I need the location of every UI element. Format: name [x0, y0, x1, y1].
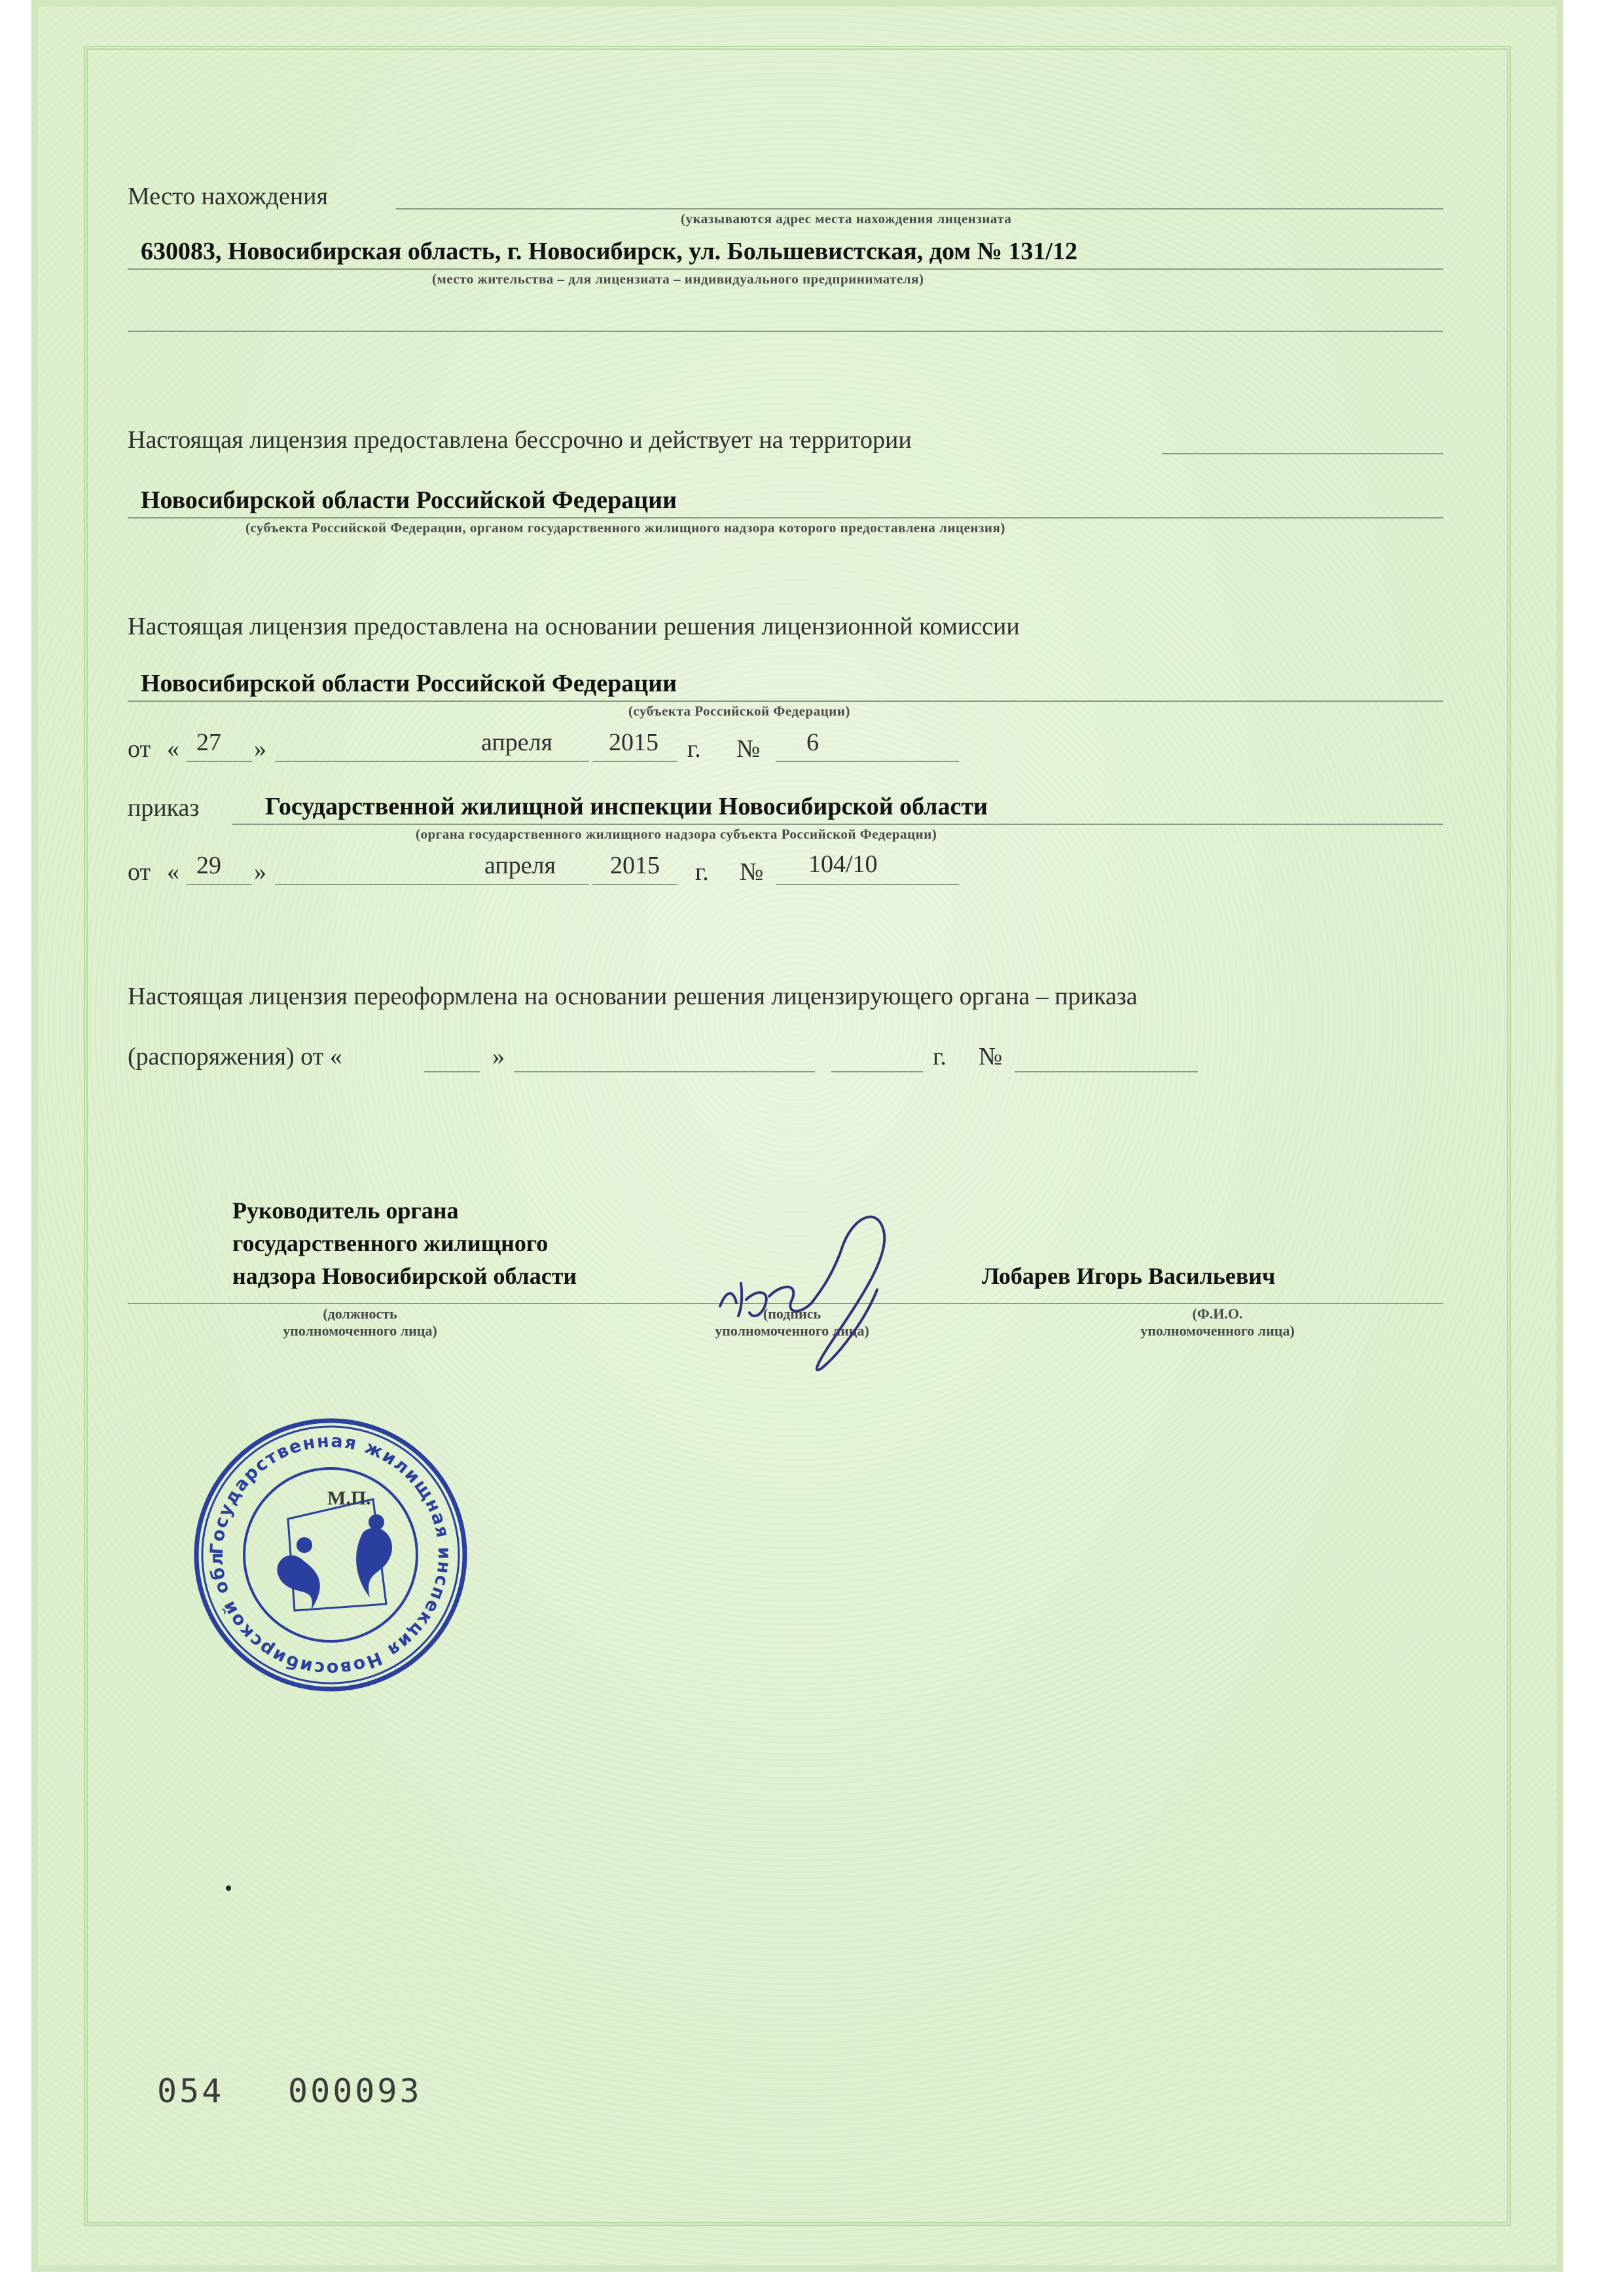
basis-day-line [187, 761, 252, 762]
signatory-position-2: государственного жилищного [232, 1230, 549, 1256]
address-line-2 [128, 331, 1443, 332]
basis-number: 6 [806, 729, 819, 756]
basis-number-line [776, 761, 959, 762]
order-month-line [275, 884, 589, 885]
seal-emblem [190, 1414, 471, 1696]
basis-quote-close: » [254, 735, 266, 763]
order-from-label: от [128, 858, 151, 886]
basis-year: 2015 [609, 729, 659, 756]
reissue-year-suffix: г. [933, 1043, 947, 1070]
caption-position [242, 1305, 478, 1339]
signatory-position-3: надзора Новосибирской области [232, 1263, 577, 1289]
handwritten-signature [707, 1192, 982, 1388]
territory-value: Новосибирской области Российской Федерации [141, 486, 677, 514]
territory-line-2 [128, 517, 1443, 519]
order-label: приказ [128, 794, 200, 822]
basis-year-suffix: г. [687, 735, 701, 763]
basis-caption: (субъекта Российской Федерации) [628, 703, 850, 719]
reissue-num-sign: № [979, 1043, 1003, 1070]
seal-ring-text: Государственная жилищная инспекция Новосибирской обл [206, 1430, 455, 1679]
basis-line [128, 701, 1443, 702]
basis-day: 27 [196, 729, 221, 756]
caption-position-1: (должность [323, 1305, 397, 1322]
territory-caption: (субъекта Российской Федерации, органом государственного жилищного надзора которого предоставлена лицензия) [245, 520, 1005, 536]
order-quote-close: » [254, 858, 266, 886]
license-sheet [31, 0, 1563, 2272]
reissue-line-2: (распоряжения) от « [128, 1043, 342, 1070]
address-line [128, 268, 1443, 270]
location-caption-1: (указываются адрес места нахождения лицензиата [681, 211, 1012, 227]
serial-number: 000093 [288, 2072, 422, 2110]
order-number: 104/10 [808, 850, 878, 878]
order-day: 29 [196, 852, 221, 879]
basis-month: апреля [481, 729, 553, 756]
order-quote-open: « [167, 858, 179, 886]
decorative-frame [84, 46, 1511, 2226]
caption-name-2: уполномоченного лица) [1140, 1322, 1295, 1339]
dot-mark [226, 1886, 231, 1891]
order-day-line [187, 884, 252, 885]
caption-name [1100, 1305, 1335, 1339]
reissue-year-line [831, 1071, 923, 1072]
order-line [232, 824, 1443, 825]
reissue-quote-close: » [492, 1043, 505, 1070]
order-year-line [592, 884, 677, 885]
basis-num-sign: № [736, 735, 761, 763]
caption-signature-2: уполномоченного лица) [715, 1322, 869, 1339]
reissue-month-line [514, 1071, 815, 1072]
location-caption-2: (место жительства – для лицензиата – индивидуального предпринимателя) [432, 271, 924, 287]
caption-position-2: уполномоченного лица) [283, 1322, 437, 1339]
territory-line-1 [1162, 453, 1443, 454]
location-address: 630083, Новосибирская область, г. Новосибирск, ул. Большевистская, дом № 131/12 [141, 238, 1077, 265]
reissue-number-line [1015, 1071, 1198, 1072]
order-year-suffix: г. [695, 858, 709, 886]
basis-year-line [592, 761, 677, 762]
order-value: Государственной жилищной инспекции Новосибирской области [265, 793, 988, 820]
caption-name-1: (Ф.И.О. [1192, 1305, 1243, 1322]
territory-label: Настоящая лицензия предоставлена бессрочно и действует на территории [128, 426, 912, 454]
location-label: Место нахождения [128, 183, 328, 210]
order-month: апреля [484, 852, 556, 879]
serial-series: 054 [157, 2072, 225, 2110]
reissue-line-1: Настоящая лицензия переоформлена на основании решения лицензирующего органа – приказа [128, 983, 1138, 1010]
basis-value: Новосибирской области Российской Федерации [141, 670, 677, 697]
seal-mark-label: М.П. [327, 1487, 371, 1509]
order-caption: (органа государственного жилищного надзора субъекта Российской Федерации) [416, 826, 937, 842]
signatory-position-1: Руководитель органа [232, 1197, 459, 1224]
order-number-line [776, 884, 959, 885]
basis-label: Настоящая лицензия предоставлена на основании решения лицензионной комиссии [128, 613, 1020, 640]
order-year: 2015 [610, 852, 660, 879]
order-num-sign: № [740, 858, 764, 886]
basis-month-line [275, 761, 589, 762]
location-line [396, 208, 1443, 210]
official-seal-stamp [190, 1414, 471, 1696]
reissue-day-line [424, 1071, 480, 1072]
basis-from-label: от [128, 735, 151, 763]
basis-quote-open: « [167, 735, 179, 763]
signatory-name: Лобарев Игорь Васильевич [982, 1263, 1276, 1289]
caption-signature-1: (подпись [763, 1305, 821, 1322]
